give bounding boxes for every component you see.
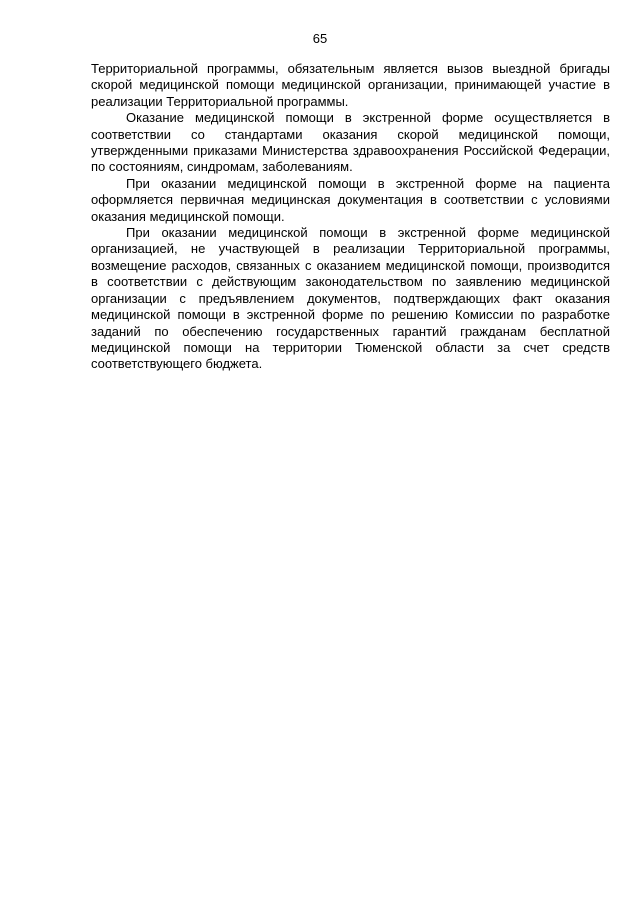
paragraph-primary-documentation: При оказании медицинской помощи в экстренной форме на пациента оформляется первичная медицинская документация в соответствии с условиями оказания медицинской помощи. bbox=[91, 175, 610, 224]
page-number: 65 bbox=[312, 31, 328, 46]
document-body bbox=[91, 61, 610, 373]
paragraph-expense-reimbursement: При оказании медицинской помощи в экстренной форме медицинской организацией, не участвующей в реализации Территориальной программы, возмещение расходов, связанных с оказанием медицинской помощи, производится в соответствии с действующим законодательством по заявлению медицинской организации с предъявлением документов, подтверждающих факт оказания медицинской помощи в экстренной форме по решению Комиссии по разработке заданий по обеспечению государственных гарантий гражданам бесплатной медицинской помощи на территории Тюменской области за счет средств соответствующего бюджета. bbox=[91, 225, 610, 372]
paragraph-emergency-standards: Оказание медицинской помощи в экстренной форме осуществляется в соответствии со стандартами оказания скорой медицинской помощи, утвержденными приказами Министерства здравоохранения Российской Федерации, по состояниям, синдромам, заболеваниям. bbox=[91, 110, 610, 175]
paragraph-continuation: Территориальной программы, обязательным является вызов выездной бригады скорой медицинской помощи медицинской организации, принимающей участие в реализации Территориальной программы. bbox=[91, 61, 610, 109]
